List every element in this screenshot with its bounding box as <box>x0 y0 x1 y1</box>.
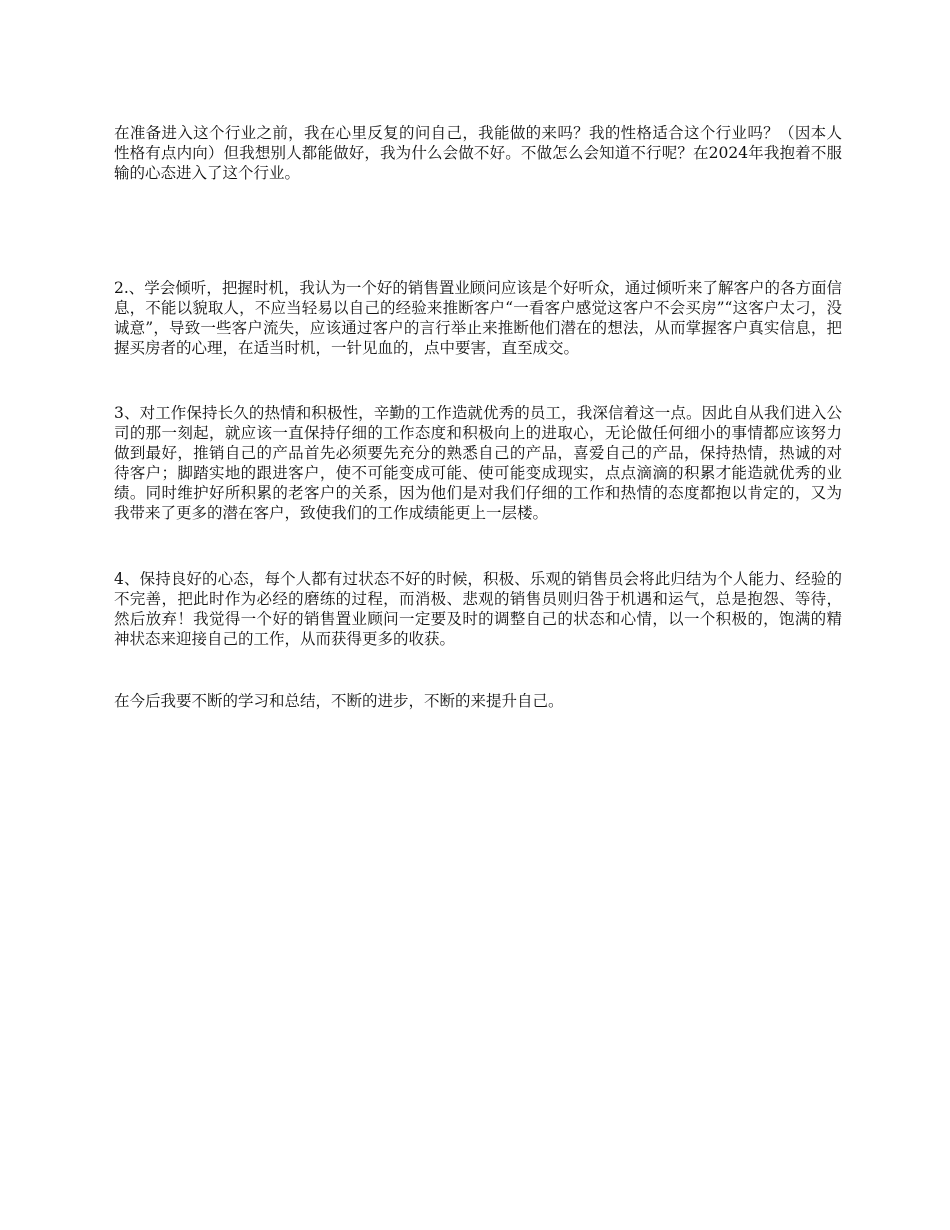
paragraph-point-3: 3、对工作保持长久的热情和积极性，辛勤的工作造就优秀的员工，我深信着这一点。因此自从我们进入公司的那一刻起，就应该一直保持仔细的工作态度和积极向上的进取心，无论做任何细小的事情都应该努力做到最好，推销自己的产品首先必须要先充分的熟悉自己的产品，喜爱自己的产品，保持热情，热诚的对待客户；脚踏实地的跟进客户，使不可能变成可能、使可能变成现实，点点滴滴的积累才能造就优秀的业绩。同时维护好所积累的老客户的关系，因为他们是对我们仔细的工作和热情的态度都抱以肯定的，又为我带来了更多的潜在客户，致使我们的工作成绩能更上一层楼。 <box>114 404 842 522</box>
paragraph-conclusion: 在今后我要不断的学习和总结，不断的进步，不断的来提升自己。 <box>114 692 564 710</box>
paragraph-point-4: 4、保持良好的心态，每个人都有过状态不好的时候，积极、乐观的销售员会将此归结为个人能力、经验的不完善，把此时作为必经的磨练的过程，而消极、悲观的销售员则归咎于机遇和运气，总是抱怨、等待，然后放弃！我觉得一个好的销售置业顾问一定要及时的调整自己的状态和心情，以一个积极的，饱满的精神状态来迎接自己的工作，从而获得更多的收获。 <box>114 570 842 648</box>
paragraph-intro: 在准备进入这个行业之前，我在心里反复的问自己，我能做的来吗？我的性格适合这个行业吗？（因本人性格有点内向）但我想别人都能做好，我为什么会做不好。不做怎么会知道不行呢？在2024年我抱着不服输的心态进入了这个行业。 <box>114 124 842 182</box>
paragraph-point-2: 2.、学会倾听，把握时机，我认为一个好的销售置业顾问应该是个好听众，通过倾听来了解客户的各方面信息，不能以貌取人，不应当轻易以自己的经验来推断客户“一看客户感觉这客户不会买房”“这客户太刁，没诚意”，导致一些客户流失，应该通过客户的言行举止来推断他们潜在的想法，从而掌握客户真实信息，把握买房者的心理，在适当时机，一针见血的，点中要害，直至成交。 <box>114 279 842 357</box>
